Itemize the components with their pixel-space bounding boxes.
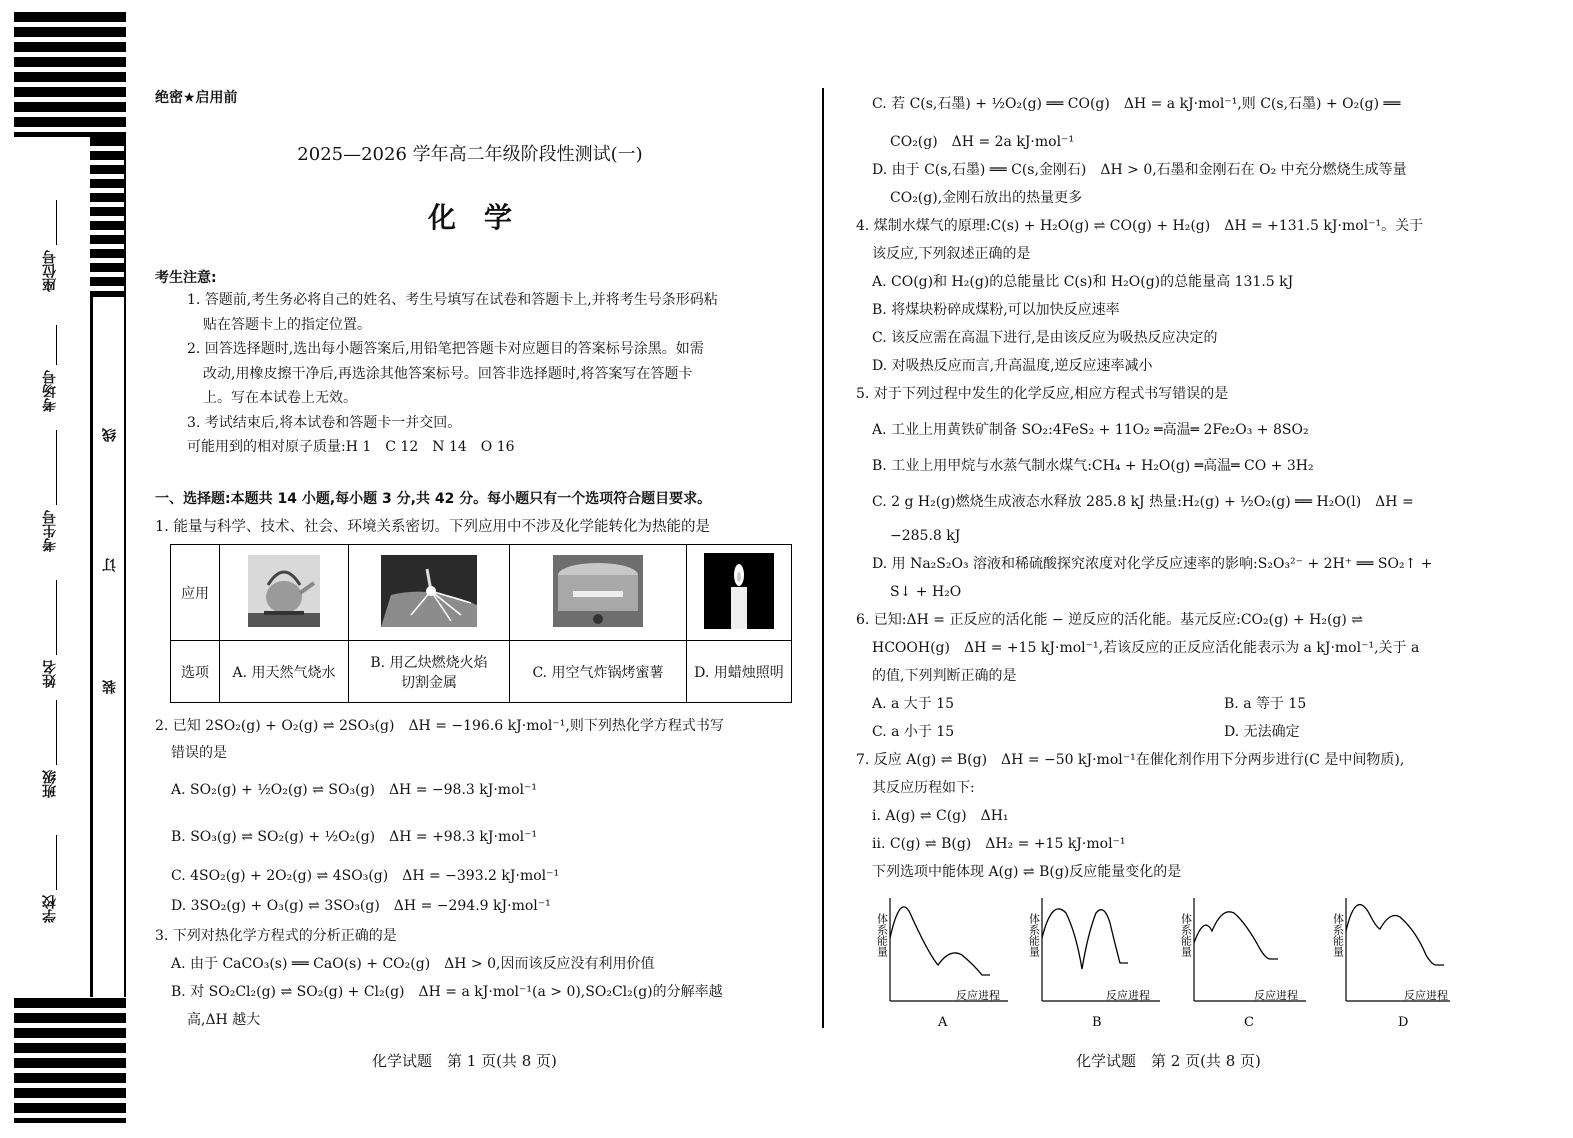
notice-list [187, 288, 797, 460]
field-class-line [56, 700, 58, 765]
notice-1: 1. 答题前,考生务必将自己的姓名、考生号填写在试卷和答题卡上,并将考生号条形码粘 [187, 292, 718, 308]
q1-row-application: 应用 [171, 545, 220, 641]
q7-label-c: C [1244, 1015, 1254, 1030]
q3-option-b-1: B. 对 SO₂Cl₂(g) ⇌ SO₂(g) + Cl₂(g) ΔH = a kJ·mol⁻¹(a > 0),SO₂Cl₂(g)的分解率越 [171, 984, 723, 1000]
q3-option-c-2: CO₂(g) ΔH = 2a kJ·mol⁻¹ [890, 134, 1075, 150]
q7-diagram-d [1332, 898, 1451, 1030]
barcode-top [14, 12, 126, 137]
q5-option-c-2: −285.8 kJ [890, 528, 961, 544]
q5-stem: 5. 对于下列过程中发生的化学反应,相应方程式书写错误的是 [856, 386, 1229, 402]
q2-option-a: A. SO₂(g) + ½O₂(g) ⇌ SO₃(g) ΔH = −98.3 kJ·mol⁻¹ [171, 782, 537, 798]
q6-option-c: C. a 小于 15 [872, 724, 955, 740]
atomic-masses: 可能用到的相对原子质量:H 1 C 12 N 14 O 16 [187, 439, 515, 455]
q2-option-b: B. SO₃(g) ⇌ SO₂(g) + ½O₂(g) ΔH = +98.3 kJ·mol⁻¹ [171, 829, 538, 845]
q1-option-b-line2: 切割金属 [401, 674, 457, 691]
q3-option-d-2: CO₂(g),金刚石放出的热量更多 [890, 190, 1083, 206]
candle-image [704, 553, 774, 629]
binding-mark-line: 线 [102, 428, 118, 442]
q7-step-2: ⅱ. C(g) ⇌ B(g) ΔH₂ = +15 kJ·mol⁻¹ [872, 836, 1126, 852]
q7-xlabel-d: 反应进程 [1404, 989, 1448, 1002]
q3-right [856, 90, 1506, 886]
q4-option-d: D. 对吸热反应而言,升高温度,逆反应速率减小 [872, 358, 1153, 374]
q4-option-c: C. 该反应需在高温下进行,是由该反应为吸热反应决定的 [872, 330, 1218, 346]
q5-option-a: A. 工业上用黄铁矿制备 SO₂:4FeS₂ + 11O₂ ═高温═ 2Fe₂O₃ + 8SO₂ [872, 422, 1309, 438]
q2 [155, 713, 795, 920]
q1-option-b-line1: B. 用乙炔燃烧火焰 [370, 654, 488, 671]
field-name-line [56, 580, 58, 655]
q6-options-row-1 [856, 690, 1506, 718]
q7-label-a: A [938, 1015, 948, 1030]
notice-2: 2. 回答选择题时,选出每小题答案后,用铅笔把答题卡对应题目的答案标号涂黑。如需 [187, 341, 704, 357]
q1-table [170, 544, 792, 703]
q7-diagram-c [1180, 898, 1307, 1030]
q1-row-option: 选项 [171, 641, 220, 703]
q7-diagram-a [876, 898, 1009, 1030]
q3-option-c-1: C. 若 C(s,石墨) + ½O₂(g) ══ CO(g) ΔH = a kJ·mol⁻¹,则 C(s,石墨) + O₂(g) ══ [872, 96, 1401, 112]
q6-options-row-2 [856, 718, 1506, 746]
field-seat-line [56, 200, 58, 245]
q7-step-1: ⅰ. A(g) ⇌ C(g) ΔH₁ [872, 808, 1009, 824]
footer-left: 化学试题 第 1 页(共 8 页) [372, 1052, 557, 1070]
field-student-id-line [56, 430, 58, 505]
q7-ylabel-c: 体系能量 [1179, 913, 1193, 957]
q1-stem: 1. 能量与科学、技术、社会、环境关系密切。下列应用中不涉及化学能转化为热能的是 [155, 519, 710, 535]
q3-option-d-1: D. 由于 C(s,石墨) ══ C(s,金刚石) ΔH > 0,石墨和金刚石在 O₂ 中充分燃烧生成等量 [872, 162, 1407, 178]
q4-option-a: A. CO(g)和 H₂(g)的总能量比 C(s)和 H₂O(g)的总能量高 131.5 kJ [872, 274, 1294, 290]
subject-title: 化 学 [427, 201, 512, 234]
binding-line [90, 297, 93, 997]
q2-stem-2: 错误的是 [171, 745, 227, 761]
q7-stem-2: 其反应历程如下: [872, 780, 975, 796]
section-1-title: 一、选择题:本题共 14 小题,每小题 3 分,共 42 分。每小题只有一个选项符合题目要求。 [155, 491, 712, 507]
q2-option-d: D. 3SO₂(g) + O₃(g) ⇌ 3SO₃(g) ΔH = −294.9 kJ·mol⁻¹ [171, 898, 551, 914]
q5-option-b: B. 工业上用甲烷与水蒸气制水煤气:CH₄ + H₂O(g) ═高温═ CO + 3H₂ [872, 458, 1314, 474]
field-school-line [56, 835, 58, 890]
q3-option-a: A. 由于 CaCO₃(s) ══ CaO(s) + CO₂(g) ΔH > 0,因而该反应没有利用价值 [171, 956, 655, 972]
column-divider [822, 88, 824, 1028]
q6-option-a: A. a 大于 15 [872, 696, 955, 712]
notice-2b: 改动,用橡皮擦干净后,再选涂其他答案标号。回答非选择题时,将答案写在答题卡 [203, 365, 693, 382]
q6-stem-3: 的值,下列判断正确的是 [872, 668, 1017, 684]
q6-option-d: D. 无法确定 [1224, 724, 1300, 740]
q7-diagrams [870, 893, 1490, 1033]
air-fryer-image [553, 555, 643, 627]
exam-title: 2025—2026 学年高二年级阶段性测试(一) [297, 144, 643, 165]
notice-1b: 贴在答题卡上的指定位置。 [203, 316, 371, 333]
q1-option-c: C. 用空气炸锅烤蜜薯 [510, 641, 687, 703]
q4-stem-1: 4. 煤制水煤气的原理:C(s) + H₂O(g) ⇌ CO(g) + H₂(g) ΔH = +131.5 kJ·mol⁻¹。关于 [856, 218, 1424, 234]
barcode-mid [90, 137, 126, 297]
q7-ylabel-a: 体系能量 [875, 913, 889, 957]
q5-option-c-1: C. 2 g H₂(g)燃烧生成液态水释放 285.8 kJ 热量:H₂(g) + ½O₂(g) ══ H₂O(l) ΔH = [872, 494, 1414, 510]
welding-image [381, 555, 477, 627]
kettle-image [248, 555, 320, 627]
binding-mark-staple: 订 [102, 558, 118, 572]
q7-label-b: B [1092, 1015, 1102, 1030]
field-room-line [56, 325, 58, 365]
q6-option-b: B. a 等于 15 [1224, 696, 1307, 712]
q7-xlabel-b: 反应进程 [1106, 989, 1150, 1002]
q5-option-d-2: S↓ + H₂O [890, 584, 962, 600]
field-student-id: 考生号 [42, 510, 58, 552]
footer-right: 化学试题 第 2 页(共 8 页) [1076, 1052, 1261, 1070]
binding-line-2 [124, 137, 126, 997]
field-room: 考场号 [42, 370, 58, 412]
field-class: 班级 [42, 770, 58, 798]
notice-2c: 上。写在本试卷上无效。 [203, 390, 357, 406]
q7-ylabel-b: 体系能量 [1027, 913, 1041, 957]
binding-mark-bind: 装 [102, 680, 118, 694]
field-school: 学校 [42, 895, 58, 923]
secret-label: 绝密★启用前 [155, 90, 238, 106]
q7-ylabel-d: 体系能量 [1331, 913, 1345, 957]
q1-option-a: A. 用天然气烧水 [220, 641, 349, 703]
q1-option-b [349, 641, 510, 703]
q1-option-d: D. 用蜡烛照明 [687, 641, 792, 703]
q7-stem-3: 下列选项中能体现 A(g) ⇌ B(g)反应能量变化的是 [872, 864, 1182, 880]
q3-option-b-2: 高,ΔH 越大 [187, 1012, 261, 1028]
q2-option-c: C. 4SO₂(g) + 2O₂(g) ⇌ 4SO₃(g) ΔH = −393.2 kJ·mol⁻¹ [171, 868, 560, 884]
notice-title: 考生注意: [155, 270, 217, 286]
q6-stem-2: HCOOH(g) ΔH = +15 kJ·mol⁻¹,若该反应的正反应活化能表示为 a kJ·mol⁻¹,关于 a [872, 640, 1420, 656]
q7-label-d: D [1398, 1015, 1409, 1030]
q7-xlabel-c: 反应进程 [1254, 989, 1298, 1002]
q3-left [155, 922, 805, 1034]
q4-option-b: B. 将煤块粉碎成煤粉,可以加快反应速率 [872, 302, 1120, 318]
field-name: 姓名 [42, 660, 58, 688]
q2-stem-1: 2. 已知 2SO₂(g) + O₂(g) ⇌ 2SO₃(g) ΔH = −196.6 kJ·mol⁻¹,则下列热化学方程式书写 [155, 718, 724, 734]
q3-stem: 3. 下列对热化学方程式的分析正确的是 [155, 928, 397, 944]
q6-stem-1: 6. 已知:ΔH = 正反应的活化能 − 逆反应的活化能。基元反应:CO₂(g) + H₂(g) ⇌ [856, 612, 1364, 628]
q7-xlabel-a: 反应进程 [956, 989, 1000, 1002]
notice-3: 3. 考试结束后,将本试卷和答题卡一并交回。 [187, 414, 462, 431]
barcode-bottom [14, 998, 126, 1123]
q5-option-d-1: D. 用 Na₂S₂O₃ 溶液和稀硫酸探究浓度对化学反应速率的影响:S₂O₃²⁻ + 2H⁺ ══ SO₂↑ + [872, 556, 1433, 572]
q7-stem-1: 7. 反应 A(g) ⇌ B(g) ΔH = −50 kJ·mol⁻¹在催化剂作用下分两步进行(C 是中间物质), [856, 752, 1405, 768]
q4-stem-2: 该反应,下列叙述正确的是 [872, 246, 1031, 262]
q7-diagram-b [1028, 898, 1161, 1030]
field-seat: 座位号 [42, 250, 58, 292]
